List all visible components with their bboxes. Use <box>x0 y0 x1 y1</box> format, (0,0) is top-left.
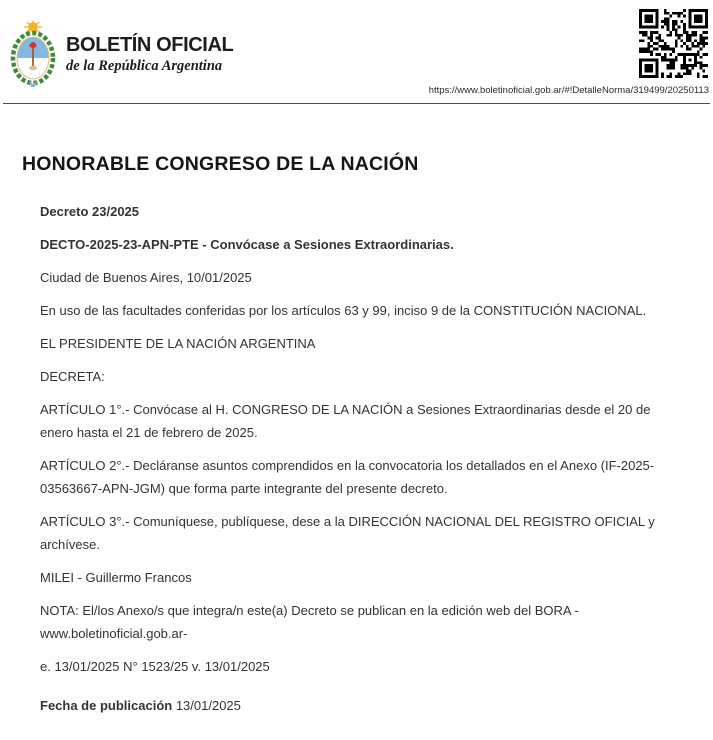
paragraph-president: EL PRESIDENTE DE LA NACIÓN ARGENTINA <box>40 336 316 352</box>
publication-date-value: 13/01/2025 <box>175 698 241 714</box>
brand-subtitle: de la República Argentina <box>66 58 223 74</box>
norm-url: https://www.boletinoficial.gob.ar/#!DetalleNorma/319499/20250113 <box>428 85 709 96</box>
paragraph-edition-line: e. 13/01/2025 N° 1523/25 v. 13/01/2025 <box>40 659 270 675</box>
paragraph-decreta: DECRETA: <box>40 369 105 385</box>
paragraph-city-date: Ciudad de Buenos Aires, 10/01/2025 <box>40 270 252 286</box>
decree-subject: DECTO-2025-23-APN-PTE - Convócase a Sesiones Extraordinarias. <box>40 237 454 253</box>
brand <box>8 20 233 88</box>
publication-date-line <box>40 694 670 717</box>
brand-title: BOLETÍN OFICIAL <box>66 34 234 56</box>
publication-date-label: Fecha de publicación <box>40 698 173 714</box>
paragraph-articulo-3: ARTÍCULO 3°.- Comuníquese, publíquese, dese a la DIRECCIÓN NACIONAL DEL REGISTRO OFICIAL y archívese. <box>40 514 655 553</box>
paragraph-signatures: MILEI - Guillermo Francos <box>40 570 192 586</box>
decree-number: Decreto 23/2025 <box>40 204 140 220</box>
paragraph-nota: NOTA: El/los Anexo/s que integra/n este(a) Decreto se publican en la edición web del BORA -www.boletinoficial.gob.ar- <box>40 603 579 642</box>
header-divider <box>3 103 710 104</box>
brand-text <box>66 35 233 75</box>
coat-of-arms-icon <box>8 20 58 88</box>
paragraph-articulo-2: ARTÍCULO 2°.- Decláranse asuntos comprendidos en la convocatoria los detallados en el Anexo (IF-2025-03563667-APN-JGM) que forma parte integrante del presente decreto. <box>40 458 655 497</box>
document-title: HONORABLE CONGRESO DE LA NACIÓN <box>22 153 419 175</box>
document-body <box>0 104 713 717</box>
paragraph-faculties: En uso de las facultades conferidas por los artículos 63 y 99, inciso 9 de la CONSTITUCIÓN NACIONAL. <box>40 303 647 319</box>
header <box>0 0 713 104</box>
paragraph-articulo-1: ARTÍCULO 1°.- Convócase al H. CONGRESO DE LA NACIÓN a Sesiones Extraordinarias desde el 20 de enero hasta el 21 de febrero de 2025. <box>40 402 651 441</box>
qr-code <box>639 9 708 78</box>
